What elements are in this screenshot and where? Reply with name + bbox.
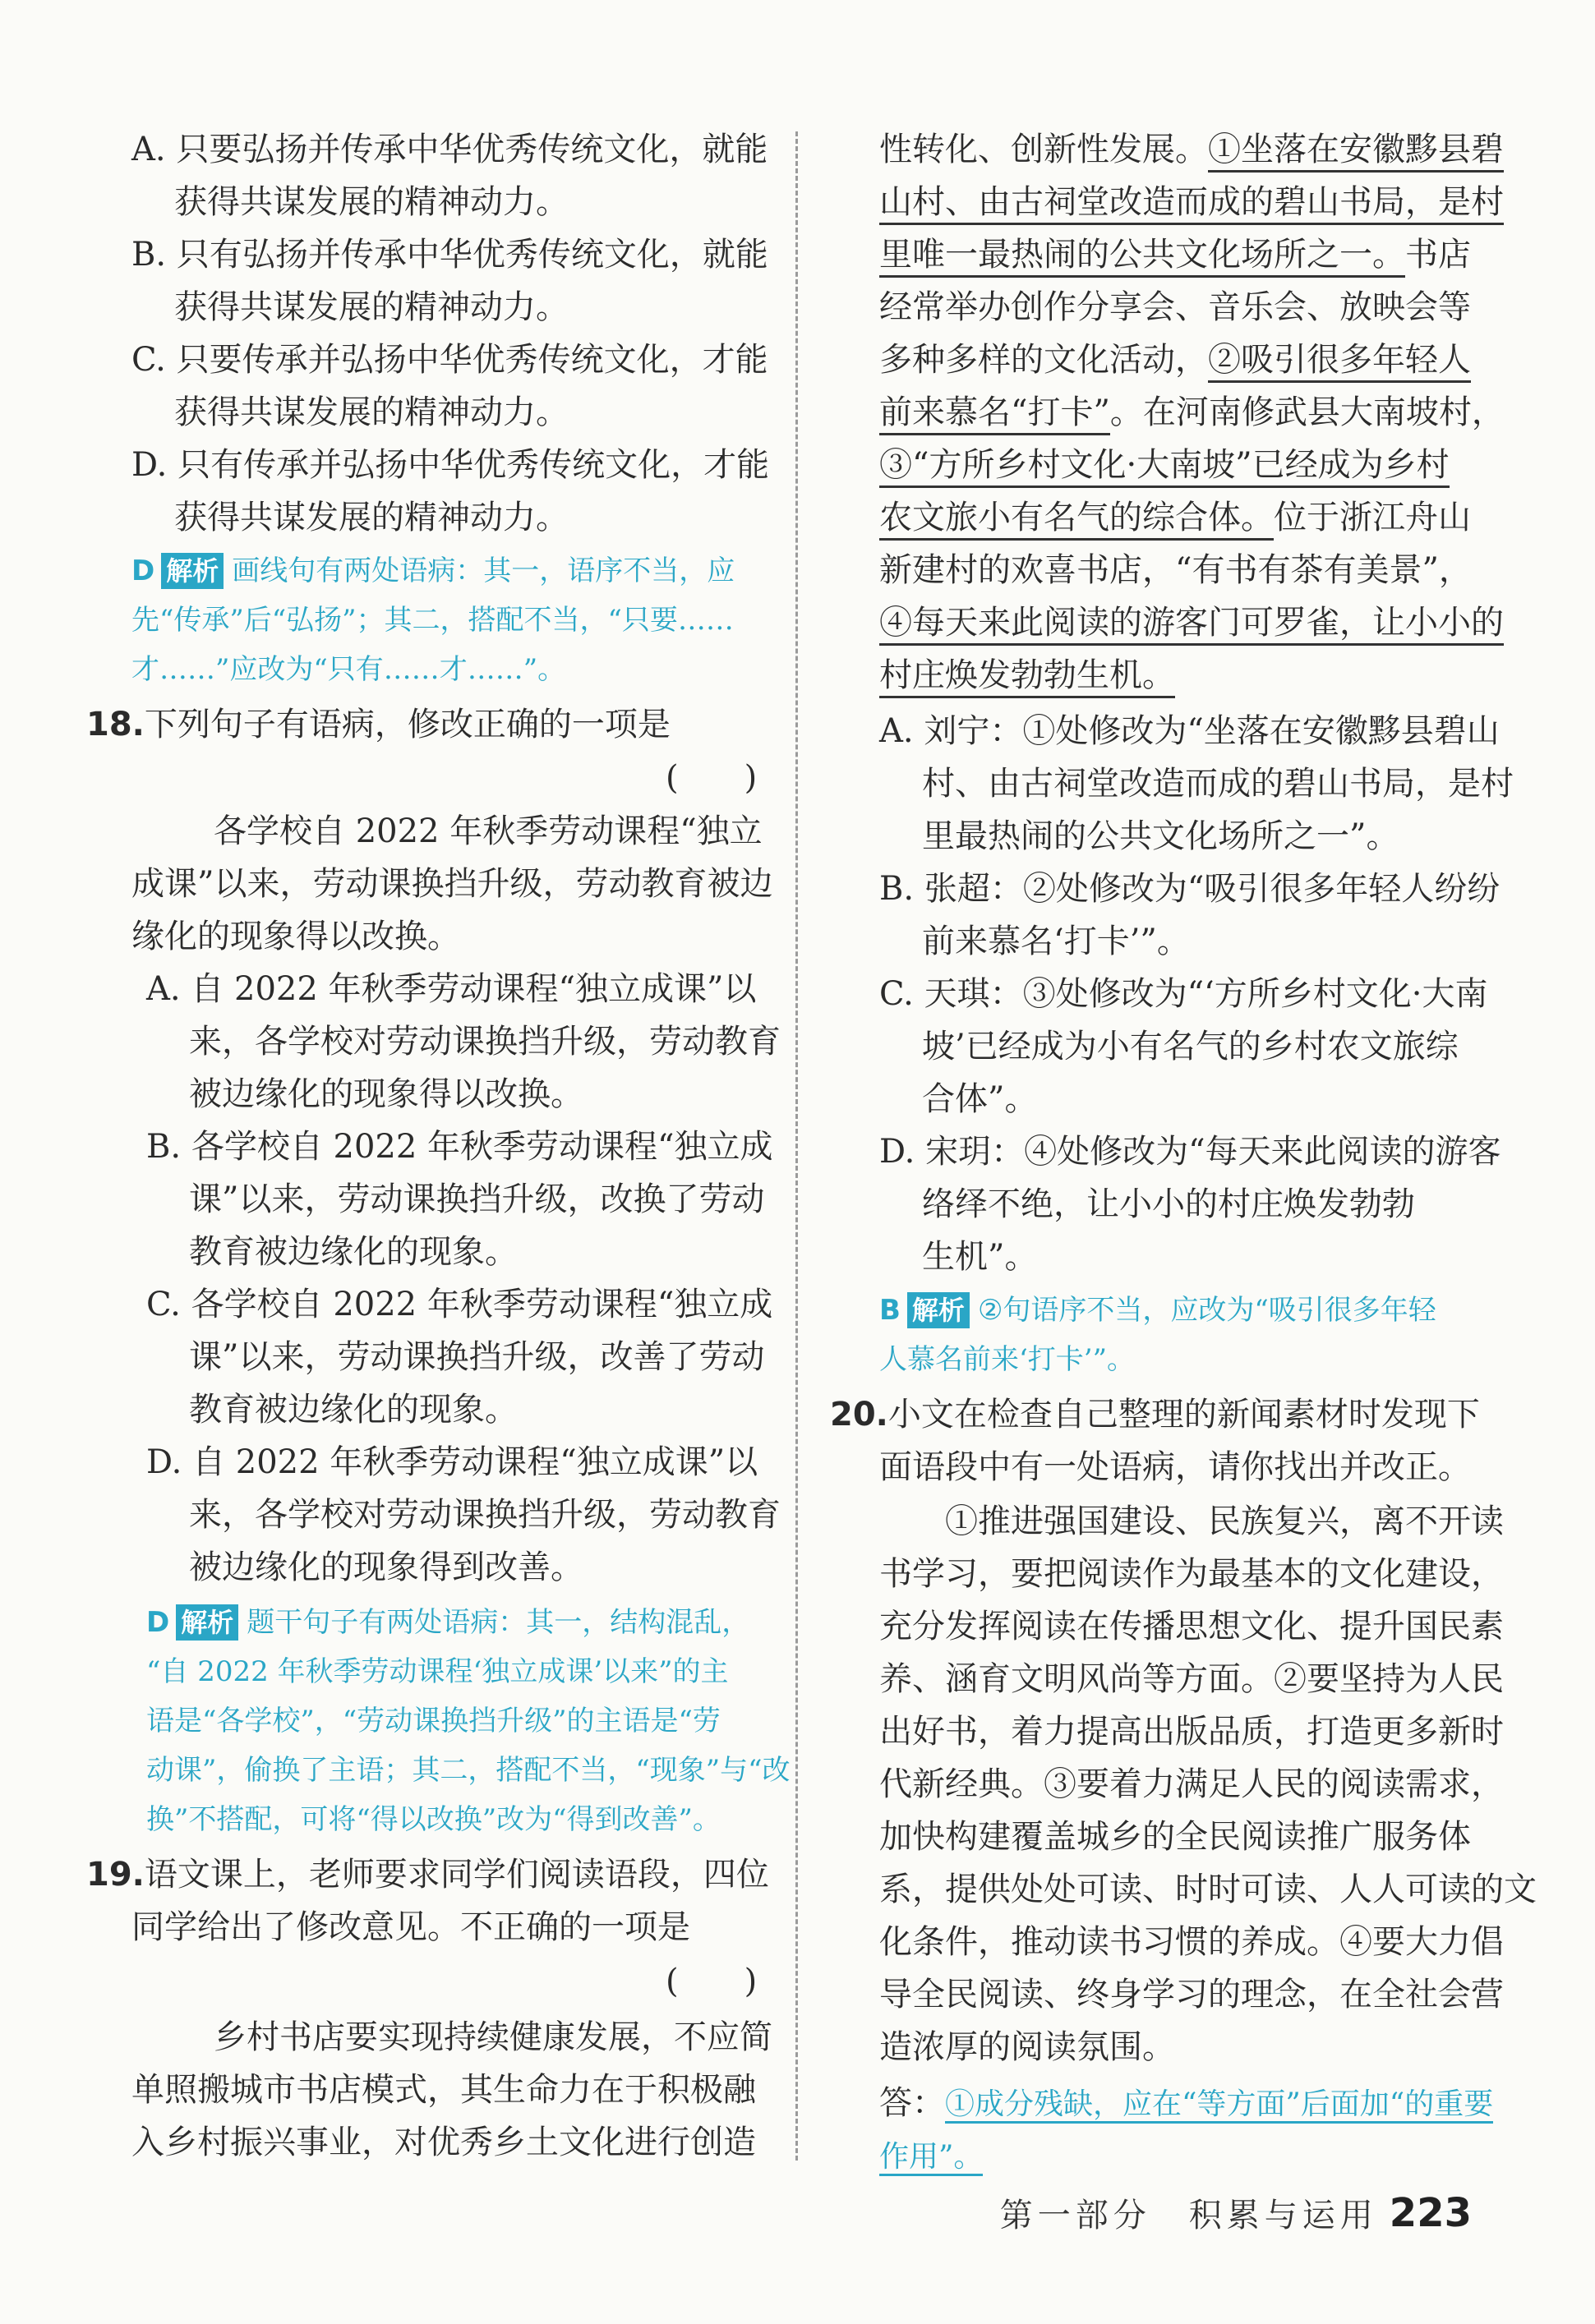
q19-option-c-line1: C. 天琪：③处修改为“‘方所乡村文化·大南 xyxy=(879,975,1488,1013)
q20-stem-text: 小文在检查自己整理的新闻素材时发现下 xyxy=(887,1396,1480,1434)
column-divider xyxy=(795,131,798,2161)
q17-explanation-line3: 才……”应改为“只有……才……”。 xyxy=(131,653,566,686)
q17-option-b-line1: B. 只有弘扬并传承中华优秀传统文化，就能 xyxy=(131,236,768,274)
q18-option-a-line1: A. 自 2022 年秋季劳动课程“独立成课”以 xyxy=(146,970,757,1008)
q20-passage-line8: 系，提供处处可读、时时可读、人人可读的文 xyxy=(879,1871,1537,1908)
q19-number: 19. xyxy=(86,1856,145,1894)
q17-analysis-tag: 解析 xyxy=(161,553,224,589)
q18-option-c-line1: C. 各学校自 2022 年秋季劳动课程“独立成 xyxy=(146,1286,773,1323)
q17-option-a-line1: A. 只要弘扬并传承中华优秀传统文化，就能 xyxy=(131,131,768,168)
q19-passage-cont-2 xyxy=(879,176,1504,228)
q18-exp-text: 题干句子有两处语病：其一，结构混乱， xyxy=(247,1606,750,1639)
q19-after-3: 书店 xyxy=(1405,236,1471,274)
q17-answer: D xyxy=(131,555,155,587)
q20-passage-line7: 加快构建覆盖城乡的全民阅读推广服务体 xyxy=(879,1818,1471,1856)
q20-passage-line11: 造浓厚的阅读氛围。 xyxy=(879,2028,1175,2066)
q19-plain-1: 性转化、创新性发展。 xyxy=(879,131,1208,168)
q19-passage-line3: 入乡村振兴事业，对优秀乡土文化进行创造 xyxy=(131,2124,756,2161)
q18-option-d-line2: 来，各学校对劳动课换挡升级，劳动教育 xyxy=(189,1496,781,1534)
q17-option-c-line1: C. 只要传承并弘扬中华优秀传统文化，才能 xyxy=(131,341,768,379)
q20-passage-line1: ①推进强国建设、民族复兴，离不开读 xyxy=(945,1503,1504,1540)
q18-passage-line3: 缘化的现象得以改换。 xyxy=(131,918,460,955)
q19-analysis-tag: 解析 xyxy=(907,1292,970,1328)
q19-underline-6: 前来慕名“打卡” xyxy=(879,393,1110,435)
q18-option-d-line3: 被边缘化的现象得到改善。 xyxy=(189,1549,583,1586)
q19-passage-line1: 乡村书店要实现持续健康发展，不应简 xyxy=(214,2018,772,2056)
q20-passage-line10: 导全民阅读、终身学习的理念，在全社会营 xyxy=(879,1976,1504,2013)
q19-option-d-line3: 生机”。 xyxy=(922,1238,1038,1276)
q19-underline-1: ①坐落在安徽黟县碧 xyxy=(1208,131,1504,173)
q19-underline-10: ④每天来此阅读的游客门可罗雀，让小小的 xyxy=(879,604,1504,646)
q20-passage-line6: 代新经典。③要着力满足人民的阅读需求， xyxy=(879,1765,1504,1803)
q18-stem xyxy=(86,698,671,751)
q20-passage-line4: 养、涵育文明风尚等方面。②要坚持为人民 xyxy=(879,1660,1504,1698)
q19-passage-cont-6 xyxy=(879,386,1505,439)
q17-option-c-line2: 获得共谋发展的精神动力。 xyxy=(174,393,569,431)
q19-stem-line2: 同学给出了修改意见。不正确的一项是 xyxy=(131,1908,690,1946)
q19-passage-cont-4: 经常举办创作分享会、音乐会、放映会等 xyxy=(879,288,1471,326)
q20-passage-line9: 化条件，推动读书习惯的养成。④要大力倡 xyxy=(879,1923,1504,1961)
q19-stem-text: 语文课上，老师要求同学们阅读语段，四位 xyxy=(144,1856,769,1894)
q18-explanation-line3: 语是“各学校”，“劳动课换挡升级”的主语是“劳 xyxy=(146,1705,721,1737)
page-footer xyxy=(1000,2189,1472,2236)
q19-passage-cont-10 xyxy=(879,596,1504,649)
q19-passage-cont-7 xyxy=(879,439,1450,491)
q18-option-d-line1: D. 自 2022 年秋季劳动课程“独立成课”以 xyxy=(146,1443,758,1481)
q19-stem-line1 xyxy=(86,1848,769,1901)
q20-answer-text-2: 作用”。 xyxy=(879,2140,983,2176)
q20-number: 20. xyxy=(830,1396,888,1434)
q20-passage-line2: 书学习，要把阅读作为最基本的文化建设， xyxy=(879,1555,1504,1593)
q19-option-c-line2: 坡’已经成为小有名气的乡村农文旅综 xyxy=(922,1028,1459,1065)
q19-option-a-line3: 里最热闹的公共文化场所之一”。 xyxy=(922,817,1399,855)
q19-explanation-line1 xyxy=(879,1286,1436,1335)
q19-passage-cont-3 xyxy=(879,228,1471,281)
q20-answer-line2 xyxy=(879,2129,983,2184)
q18-option-c-line2: 课”以来，劳动课换挡升级，改善了劳动 xyxy=(189,1338,765,1376)
q19-passage-cont-9: 新建村的欢喜书店，“有书有茶有美景”， xyxy=(879,551,1472,589)
q19-option-a-line2: 村、由古祠堂改造而成的碧山书局，是村 xyxy=(922,765,1514,803)
q18-option-b-line3: 教育被边缘化的现象。 xyxy=(189,1233,518,1271)
q19-option-b-line1: B. 张超：②处修改为“吸引很多年轻人纷纷 xyxy=(879,870,1500,908)
q19-after-6: 。在河南修武县大南坡村， xyxy=(1109,393,1505,431)
q19-passage-line2: 单照搬城市书店模式，其生命力在于积极融 xyxy=(131,2071,756,2109)
q17-explanation-line1 xyxy=(131,546,735,596)
q19-answer-paren: ( ) xyxy=(666,1963,758,2000)
q20-answer-line1 xyxy=(879,2077,1493,2131)
q18-explanation-line2: “自 2022 年秋季劳动课程‘独立成课’以来”的主 xyxy=(146,1655,729,1688)
q19-exp-text: ②句语序不当，应改为“吸引很多年轻 xyxy=(977,1294,1436,1327)
q17-explanation-line2: 先“传承”后“弘扬”；其二，搭配不当，“只要…… xyxy=(131,604,734,637)
q20-stem-line2: 面语段中有一处语病，请你找出并改正。 xyxy=(879,1448,1471,1486)
q19-underline-5: ②吸引很多年轻人 xyxy=(1208,341,1471,383)
q19-underline-3: 里唯一最热闹的公共文化场所之一。 xyxy=(879,236,1405,278)
q19-option-d-line1: D. 宋玥：④处修改为“每天来此阅读的游客 xyxy=(879,1133,1501,1171)
q20-answer-text-1: ①成分残缺，应在“等方面”后面加“的重要 xyxy=(945,2087,1493,2124)
q18-passage-line2: 成课”以来，劳动课换挡升级，劳动教育被边 xyxy=(131,865,773,903)
q19-answer: B xyxy=(879,1294,901,1327)
q17-option-d-line1: D. 只有传承并弘扬中华优秀传统文化，才能 xyxy=(131,446,770,484)
q18-explanation-line5: 换”不搭配，可将“得以改换”改为“得到改善”。 xyxy=(146,1803,721,1836)
q19-option-c-line3: 合体”。 xyxy=(922,1080,1038,1118)
q17-exp-text: 画线句有两处语病：其一，语序不当，应 xyxy=(232,555,735,587)
q18-explanation-line1 xyxy=(146,1598,749,1647)
q18-option-c-line3: 教育被边缘化的现象。 xyxy=(189,1391,518,1429)
q18-explanation-line4: 动课”，偷换了主语；其二，搭配不当，“现象”与“改 xyxy=(146,1754,791,1787)
q17-option-d-line2: 获得共谋发展的精神动力。 xyxy=(174,499,569,536)
q20-answer-label: 答： xyxy=(879,2084,945,2122)
q19-passage-cont-5 xyxy=(879,334,1471,386)
q18-number: 18. xyxy=(86,706,145,743)
q17-option-a-line2: 获得共谋发展的精神动力。 xyxy=(174,183,569,221)
q19-underline-7: ③“方所乡村文化·大南坡”已经成为乡村 xyxy=(879,446,1450,488)
q18-analysis-tag: 解析 xyxy=(176,1604,238,1641)
q19-plain-5: 多种多样的文化活动， xyxy=(879,341,1208,379)
q19-explanation-line2: 人慕名前来‘打卡’”。 xyxy=(879,1343,1135,1376)
q18-answer: D xyxy=(146,1606,170,1639)
q19-underline-8: 农文旅小有名气的综合体。 xyxy=(879,499,1274,541)
q19-underline-2: 山村、由古祠堂改造而成的碧山书局，是村 xyxy=(879,183,1504,225)
q17-option-b-line2: 获得共谋发展的精神动力。 xyxy=(174,288,569,326)
q20-passage-line3: 充分发挥阅读在传播思想文化、提升国民素 xyxy=(879,1608,1504,1645)
q18-passage-line1: 各学校自 2022 年秋季劳动课程“独立 xyxy=(214,812,763,850)
q19-passage-cont-8 xyxy=(879,491,1471,544)
q18-option-b-line2: 课”以来，劳动课换挡升级，改换了劳动 xyxy=(189,1180,765,1218)
q18-option-a-line2: 来，各学校对劳动课换挡升级，劳动教育 xyxy=(189,1023,781,1061)
q19-passage-cont-11 xyxy=(879,649,1175,702)
q19-option-a-line1: A. 刘宁：①处修改为“坐落在安徽黟县碧山 xyxy=(879,712,1500,750)
page-number: 223 xyxy=(1389,2190,1472,2236)
q20-passage-line5: 出好书，着力提高出版品质，打造更多新时 xyxy=(879,1713,1504,1751)
q19-after-8: 位于浙江舟山 xyxy=(1274,499,1471,536)
q18-option-b-line1: B. 各学校自 2022 年秋季劳动课程“独立成 xyxy=(146,1128,773,1166)
q18-option-a-line3: 被边缘化的现象得以改换。 xyxy=(189,1075,583,1113)
q20-stem-line1 xyxy=(830,1388,1480,1441)
q19-option-b-line2: 前来慕名‘打卡’”。 xyxy=(922,923,1190,960)
q18-answer-paren: ( ) xyxy=(666,759,758,797)
q19-underline-11: 村庄焕发勃勃生机。 xyxy=(879,656,1175,698)
q19-option-d-line2: 络绎不绝，让小小的村庄焕发勃勃 xyxy=(922,1185,1415,1223)
footer-section-label: 第一部分 积累与运用 xyxy=(999,2197,1378,2234)
q18-stem-text: 下列句子有语病，修改正确的一项是 xyxy=(144,706,671,743)
q19-passage-cont-1 xyxy=(879,123,1504,176)
